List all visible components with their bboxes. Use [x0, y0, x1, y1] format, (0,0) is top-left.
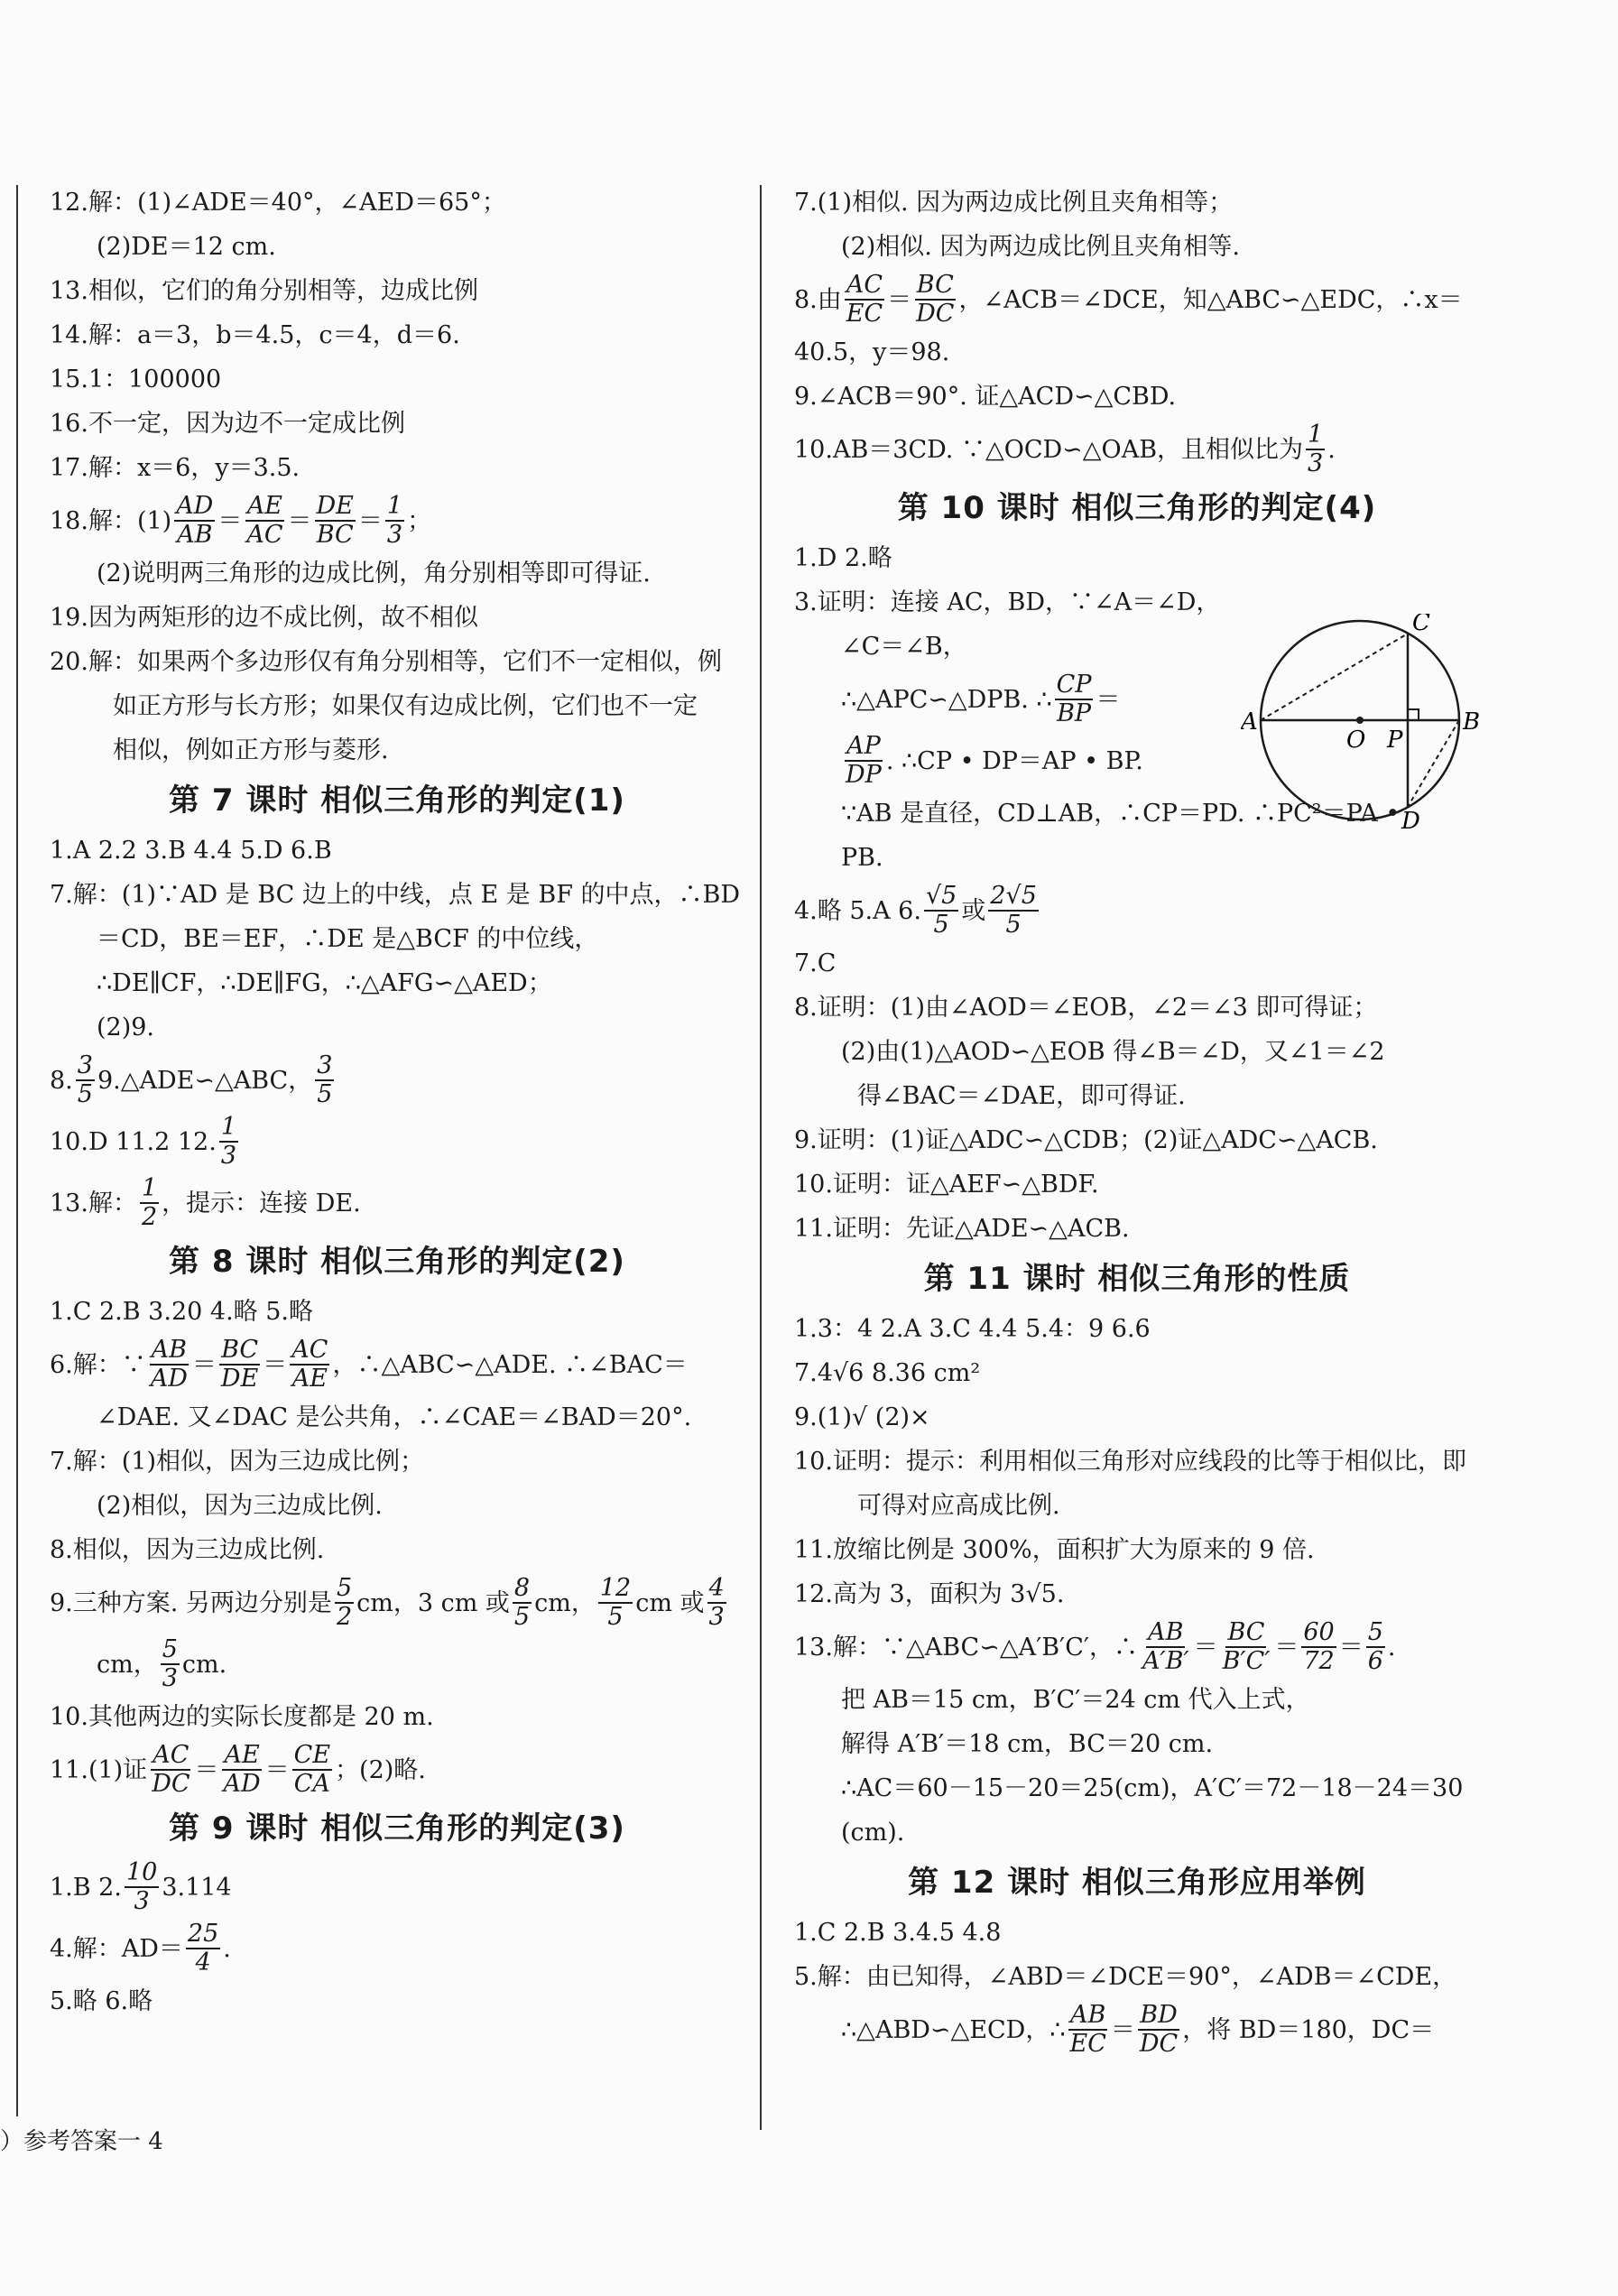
left-margin-line: [16, 185, 18, 2116]
answer-line: 10.证明：提示：利用相似三角形对应线段的比等于相似比，即: [794, 1448, 1466, 1476]
label-o: O: [1346, 727, 1366, 754]
answer-line: 7.C: [794, 949, 837, 977]
answer-line: 20.解：如果两个多边形仅有角分别相等，它们不一定相似，例: [50, 648, 722, 676]
answer-line: 7.解：(1)∵AD 是 BC 边上的中线，点 E 是 BF 的中点，∴BD: [50, 881, 741, 909]
answer-line-fractions: 10.AB＝3CD. ∵△OCD∽△OAB，且相似比为 $\frac{1}{3}$ .: [794, 421, 1336, 477]
answer-line-fractions: ∴△APC∽△DPB. ∴ $\frac{CP}{BP}$ ＝: [841, 671, 1121, 727]
section-heading: 第 11 课时 相似三角形的性质: [923, 1261, 1351, 1297]
answer-line: 7.(1)相似. 因为两边成比例且夹角相等；: [794, 189, 1234, 217]
answer-line: (2)DE＝12 cm.: [97, 233, 276, 261]
section-heading: 第 7 课时 相似三角形的判定(1): [169, 782, 625, 819]
answer-line-fractions: 13.解：∵△ABC∽△A′B′C′，∴ $\frac{AB}{A'B'}$ ＝ $\frac{BC}{B'C'}$ ＝ $\frac{60}{72}$ ＝ $\frac{5}{6}$ .: [794, 1618, 1396, 1675]
answer-line-fractions: [50, 490, 744, 551]
answer-line: (2)由(1)△AOD∽△EOB 得∠B＝∠D，又∠1＝∠2: [841, 1038, 1385, 1066]
answer-line: 8.证明：(1)由∠AOD＝∠EOB，∠2＝∠3 即可得证；: [794, 994, 1378, 1022]
fraction: $\frac{12}{5}$: [599, 1574, 632, 1631]
answer-line: 1.A 2.2 3.B 4.4 5.D 6.B: [50, 837, 332, 865]
answer-line: (2)相似. 因为两边成比例且夹角相等.: [841, 233, 1240, 261]
answer-line: 5.略 6.略: [50, 1987, 153, 2015]
answer-line-fractions: 8. $\frac{3}{5}$ 9.△ADE∽△ABC， $\frac{3}{5}$: [50, 1051, 333, 1108]
answer-line: 12.高为 3，面积为 3√5.: [794, 1580, 1065, 1608]
fraction: $\frac{BC}{DE}$: [220, 1336, 259, 1393]
fraction: $\frac{AP}{DP}$: [846, 732, 882, 789]
page-footer: ）参考答案一 4: [0, 2128, 163, 2155]
answer-line: 9.(1)√ (2)×: [794, 1403, 930, 1431]
circle-diagram: [1241, 614, 1484, 830]
answer-line: (cm).: [841, 1819, 905, 1847]
answer-line-fractions: 8.由 $\frac{AC}{EC}$ ＝ $\frac{BC}{DC}$ ，∠ACB＝∠DCE，知△ABC∽△EDC，∴x＝: [794, 271, 1463, 328]
answer-line-fractions: 10.D 11.2 12. $\frac{1}{3}$: [50, 1113, 236, 1170]
fraction: $\frac{60}{72}$: [1303, 1618, 1335, 1675]
answer-line: (2)相似，因为三边成比例.: [97, 1492, 383, 1520]
answer-line: 13.相似，它们的角分别相等，边成比例: [50, 277, 478, 305]
fraction: $\frac{4}{3}$: [708, 1574, 725, 1631]
equals: ＝: [287, 506, 312, 535]
fraction: $\frac{AB}{EC}$: [1069, 2001, 1106, 2058]
answer-line: 9.∠ACB＝90°. 证△ACD∽△CBD.: [794, 383, 1177, 411]
answer-line: 10.证明：证△AEF∽△BDF.: [794, 1171, 1099, 1199]
answer-line: 14.解：a＝3，b＝4.5，c＝4，d＝6.: [50, 321, 460, 349]
center-point: [1356, 717, 1364, 724]
fraction: $\frac{√5}{5}$: [925, 882, 957, 939]
column-divider: [760, 185, 762, 2130]
fraction: $\frac{8}{5}$: [513, 1574, 531, 1631]
answer-line: 19.因为两矩形的边不成比例，故不相似: [50, 604, 478, 632]
answer-line: 把 AB＝15 cm，B′C′＝24 cm 代入上式，: [841, 1686, 1310, 1714]
fraction: $\frac{AE}{AC}$: [246, 492, 283, 549]
answer-line: 相似，例如正方形与菱形.: [113, 736, 389, 764]
fraction: $\frac{10}{3}$: [125, 1858, 158, 1915]
answer-line: 5.解：由已知得，∠ABD＝∠DCE＝90°，∠ADB＝∠CDE，: [794, 1963, 1457, 1991]
answer-line: 7.解：(1)相似，因为三边成比例；: [50, 1448, 425, 1476]
fraction: $\frac{2√5}{5}$: [990, 882, 1037, 939]
answer-line-fractions: 11.(1)证 $\frac{AC}{DC}$ ＝ $\frac{AE}{AD}$ ＝ $\frac{CE}{CA}$ ；(2)略.: [50, 1741, 426, 1798]
equals: ＝: [217, 506, 243, 535]
answer-line: 11.放缩比例是 300%，面积扩大为原来的 9 倍.: [794, 1536, 1315, 1564]
fraction: $\frac{AD}{AB}$: [176, 492, 214, 549]
answer-line-fractions: $\frac{AP}{DP}$ . ∴CP • DP＝AP • BP.: [846, 732, 1143, 789]
fraction: $\frac{BD}{DC}$: [1139, 2001, 1179, 2058]
answer-line: 40.5，y＝98.: [794, 338, 950, 366]
answer-line: 1.C 2.B 3.4.5 4.8: [794, 1919, 1002, 1947]
fraction: $\frac{DE}{BC}$: [316, 492, 354, 549]
fraction: $\frac{1}{3}$: [386, 492, 403, 549]
section-heading: 第 8 课时 相似三角形的判定(2): [169, 1244, 625, 1280]
answer-line: 17.解：x＝6，y＝3.5.: [50, 454, 300, 482]
answer-line-fractions: ∴△ABD∽△ECD，∴ $\frac{AB}{EC}$ ＝ $\frac{BD}{DC}$ ，将 BD＝180，DC＝: [841, 2001, 1435, 2058]
fraction: $\frac{AB}{A'B'}$: [1142, 1618, 1189, 1675]
answer-line: 解得 A′B′＝18 cm，BC＝20 cm.: [841, 1730, 1214, 1758]
label-b: B: [1463, 708, 1481, 736]
answer-line-fractions: 9.三种方案. 另两边分别是 $\frac{5}{2}$ cm，3 cm 或 $\frac{8}{5}$ cm， $\frac{12}{5}$ cm 或 $\frac{4}{3}$: [50, 1574, 725, 1631]
fraction: $\frac{AB}{AD}$: [150, 1336, 188, 1393]
answer-line: 12.解：(1)∠ADE＝40°，∠AED＝65°；: [50, 189, 506, 217]
label-d: D: [1401, 808, 1420, 830]
answer-line: 7.4√6 8.36 cm²: [794, 1359, 981, 1387]
answer-line: ∠DAE. 又∠DAC 是公共角，∴∠CAE＝∠BAD＝20°.: [97, 1403, 692, 1431]
left-column: [50, 181, 744, 2023]
answer-line: 可得对应高成比例.: [857, 1492, 1060, 1520]
answer-line: 1.3：4 2.A 3.C 4.4 5.4：9 6.6: [794, 1315, 1151, 1343]
answer-line: 10.其他两边的实际长度都是 20 m.: [50, 1703, 434, 1731]
answer-line-fractions: 6.解：∵ $\frac{AB}{AD}$ ＝ $\frac{BC}{DE}$ ＝ $\frac{AC}{AE}$ ，∴△ABC∽△ADE. ∴∠BAC＝: [50, 1336, 688, 1393]
fraction: $\frac{CE}{CA}$: [293, 1741, 331, 1798]
fraction: $\frac{AC}{DC}$: [152, 1741, 190, 1798]
label-p: P: [1387, 727, 1403, 754]
fraction: $\frac{AC}{EC}$: [846, 271, 883, 328]
fraction: $\frac{1}{2}$: [141, 1174, 158, 1231]
answer-line: 1.D 2.略: [794, 544, 892, 572]
answer-line: 16.不一定，因为边不一定成比例: [50, 410, 405, 438]
answer-line: ∵AB 是直径，CD⊥AB，∴CP＝PD. ∴PC²＝PA •: [841, 800, 1401, 828]
label-a: A: [1241, 708, 1258, 736]
fraction: $\frac{3}{5}$: [77, 1051, 93, 1108]
fraction: $\frac{AC}{AE}$: [291, 1336, 328, 1393]
answer-line: ∴AC＝60－15－20＝25(cm)，A′C′＝72－18－24＝30: [841, 1774, 1464, 1802]
equals: ＝: [357, 506, 383, 535]
answer-line: 3.证明：连接 AC，BD，∵∠A＝∠D，: [794, 588, 1221, 616]
answer-line: 9.证明：(1)证△ADC∽△CDB；(2)证△ADC∽△ACB.: [794, 1126, 1378, 1154]
fraction: $\frac{1}{3}$: [1308, 421, 1324, 477]
answer-line: PB.: [841, 844, 883, 872]
fraction: $\frac{5}{6}$: [1367, 1618, 1383, 1675]
answer-line-fractions: 1.B 2. $\frac{10}{3}$ 3.114: [50, 1858, 232, 1915]
answer-line: ＝CD，BE＝EF，∴DE 是△BCF 的中位线，: [97, 925, 599, 953]
answer-line: 8.相似，因为三边成比例.: [50, 1536, 325, 1564]
answer-line-fractions: cm， $\frac{5}{3}$ cm.: [97, 1635, 227, 1692]
fraction: $\frac{BC}{B'C'}$: [1222, 1618, 1271, 1675]
answer-line: 如正方形与长方形；如果仅有边成比例，它们也不一定: [113, 692, 698, 720]
section-heading: 第 10 课时 相似三角形的判定(4): [897, 490, 1377, 526]
fraction: $\frac{25}{4}$: [187, 1920, 219, 1977]
answer-line: 得∠BAC＝∠DAE，即可得证.: [857, 1082, 1186, 1110]
label-c: C: [1412, 614, 1430, 636]
answer-line: (2)说明两三角形的边成比例，角分别相等即可得证.: [97, 560, 651, 588]
answer-line: 1.C 2.B 3.20 4.略 5.略: [50, 1298, 313, 1326]
fraction: $\frac{CP}{BP}$: [1056, 671, 1092, 727]
fraction: $\frac{BC}{DC}$: [916, 271, 955, 328]
fraction: $\frac{AE}{AD}$: [223, 1741, 261, 1798]
right-angle-mark: [1408, 709, 1419, 720]
answer-line-fractions: 4.解：AD＝ $\frac{25}{4}$ .: [50, 1920, 231, 1977]
answer-line: (2)9.: [97, 1014, 155, 1042]
answer-line: 15.1：100000: [50, 366, 222, 393]
segment-ac: [1261, 634, 1408, 720]
fraction: $\frac{5}{3}$: [162, 1635, 178, 1692]
fraction: $\frac{5}{2}$: [336, 1574, 353, 1631]
answer-line: ∠C＝∠B，: [841, 633, 967, 661]
answer-line: 11.证明：先证△ADE∽△ACB.: [794, 1215, 1130, 1243]
answer-text: ；: [407, 506, 432, 535]
answer-line: ∴DE∥CF，∴DE∥FG，∴△AFG∽△AED；: [97, 969, 552, 997]
fraction: $\frac{1}{3}$: [220, 1113, 236, 1170]
fraction: $\frac{3}{5}$: [317, 1051, 333, 1108]
answer-text: 18.解：(1): [50, 506, 172, 535]
section-heading: 第 9 课时 相似三角形的判定(3): [169, 1810, 625, 1847]
answer-line-fractions: 4.略 5.A 6. $\frac{√5}{5}$ 或 $\frac{2√5}{5}$: [794, 882, 1037, 939]
section-heading: 第 12 课时 相似三角形应用举例: [908, 1865, 1366, 1901]
right-column: [794, 181, 1480, 2060]
segment-bd: [1408, 720, 1459, 807]
answer-line-fractions: 13.解： $\frac{1}{2}$ ，提示：连接 DE.: [50, 1174, 361, 1231]
